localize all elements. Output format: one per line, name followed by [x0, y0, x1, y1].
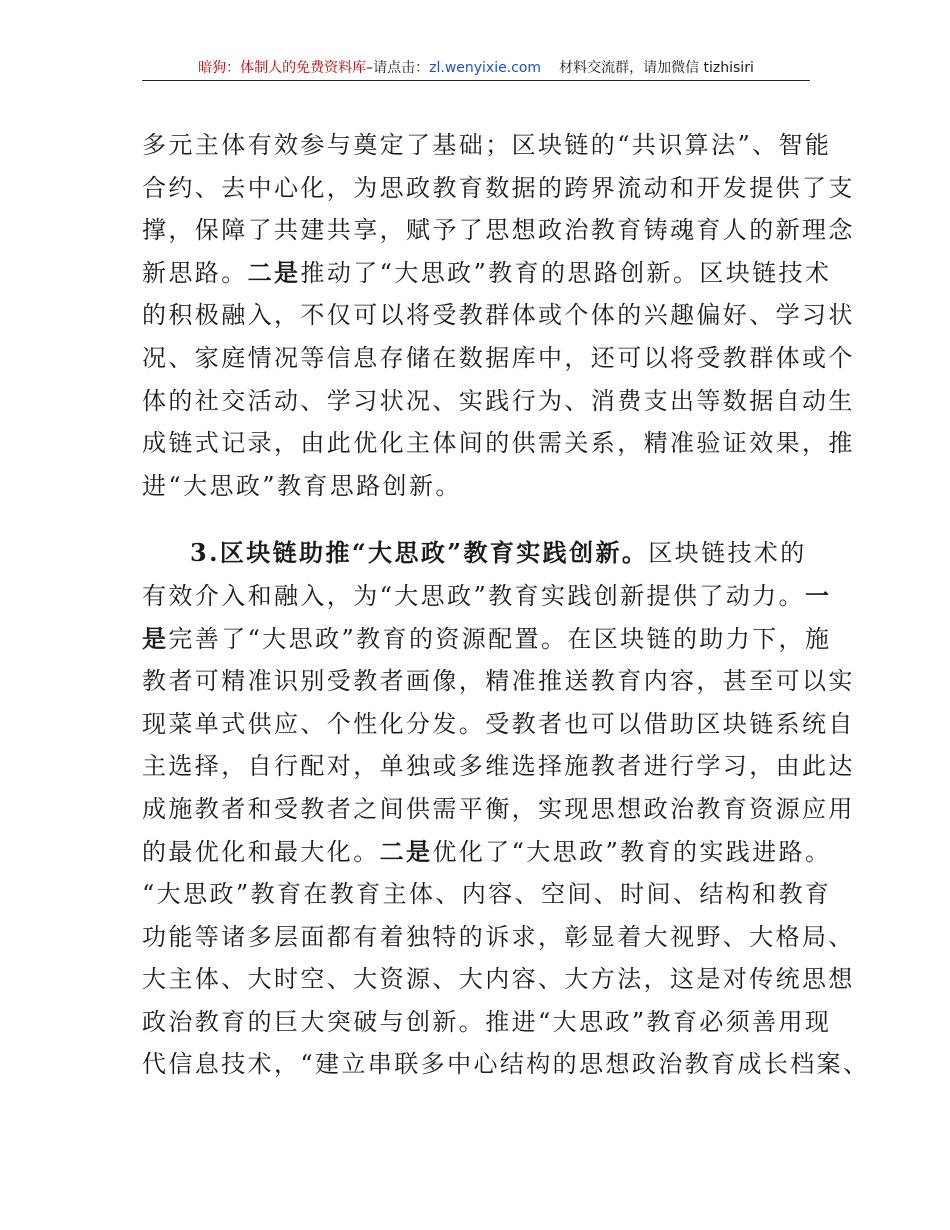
text-line: 大主体、大时空、大资源、大内容、大方法，这是对传统思想 — [142, 965, 855, 994]
text-line: 的最优化和最大化。二是优化了“大思政”教育的实践进路。 — [142, 836, 832, 866]
emphasis-text: 二是 — [379, 836, 433, 866]
emphasis-text: 是 — [142, 623, 169, 653]
text-line: 进“大思政”教育思路创新。 — [142, 471, 462, 500]
text-line: 是完善了“大思政”教育的资源配置。在区块链的助力下，施 — [142, 623, 832, 653]
text-line: “大思政”教育在教育主体、内容、空间、时间、结构和教育 — [142, 880, 832, 909]
text-line: 的积极融入，不仅可以将受教群体或个体的兴趣偏好、学习状 — [142, 301, 855, 330]
text-line: 成链式记录，由此优化主体间的供需关系，精准验证效果，推 — [142, 429, 855, 458]
text-line: 功能等诸多层面都有着独特的诉求，彰显着大视野、大格局、 — [142, 922, 855, 951]
text-line: 主选择，自行配对，单独或多维选择施教者进行学习，由此达 — [142, 752, 855, 781]
page-header — [142, 58, 810, 81]
text-line: 现菜单式供应、个性化分发。受教者也可以借助区块链系统自 — [142, 709, 855, 738]
text-line: 代信息技术，“建立串联多中心结构的思想政治教育成长档案、 — [142, 1050, 870, 1079]
click-label: –请点击： — [366, 60, 430, 76]
emphasis-text: 二是 — [247, 257, 301, 287]
text-line: 新思路。二是推动了“大思政”教育的思路创新。区块链技术 — [142, 257, 832, 287]
section-heading: 3.区块链助推“大思政”教育实践创新。 — [190, 538, 649, 568]
paragraph-2 — [142, 532, 870, 1086]
text-line: 合约、去中心化，为思政教育数据的跨界流动和开发提供了支 — [142, 173, 855, 202]
text-line: 有效介入和融入，为“大思政”教育实践创新提供了动力。一 — [142, 580, 832, 610]
text-line: 多元主体有效参与奠定了基础；区块链的“共识算法”、智能 — [142, 131, 832, 159]
section-heading-line: 3.区块链助推“大思政”教育实践创新。区块链技术的 — [190, 538, 807, 568]
paragraph-1 — [142, 124, 855, 507]
text-line: 体的社交活动、学习状况、实践行为、消费支出等数据自动生 — [142, 386, 855, 415]
text-line: 况、家庭情况等信息存储在数据库中，还可以将受教群体或个 — [142, 343, 855, 372]
text-line: 成施教者和受教者之间供需平衡，实现思想政治教育资源应用 — [142, 794, 855, 823]
text-line: 撑，保障了共建共享，赋予了思想政治教育铸魂育人的新理念 — [142, 216, 855, 245]
text-line: 政治教育的巨大突破与创新。推进“大思政”教育必须善用现 — [142, 1007, 832, 1036]
site-label: 暗狗：体制人的免费资料库 — [198, 60, 367, 76]
contact-info: 材料交流群，请加微信 tizhisiri — [559, 60, 754, 76]
document-body — [142, 124, 870, 1086]
text-line: 教者可精准识别受教者画像，精准推送教育内容，甚至可以实 — [142, 667, 855, 696]
emphasis-text: 一 — [804, 580, 832, 610]
site-url-link[interactable]: zl.wenyixie.com — [429, 60, 542, 76]
